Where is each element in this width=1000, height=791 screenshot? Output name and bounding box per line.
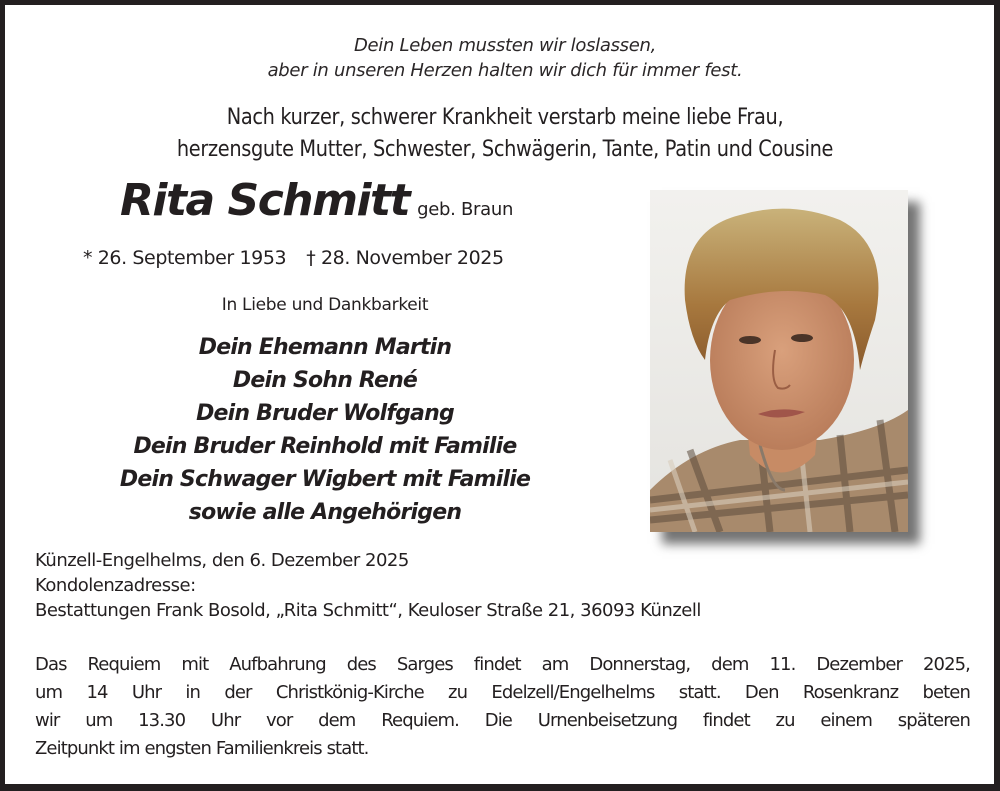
mourner-item: Dein Sohn René — [232, 368, 418, 393]
portrait-illustration-icon — [650, 190, 908, 532]
requiem-info — [35, 651, 970, 763]
mourner-item: Dein Schwager Wigbert mit Familie — [119, 467, 531, 492]
place-date: Künzell-Engelhelms, den 6. Dezember 2025 — [35, 550, 409, 571]
obituary-page — [5, 5, 994, 784]
motto-line-1: Dein Leben mussten wir loslassen, — [353, 35, 657, 56]
intro-text — [65, 102, 945, 166]
place-and-condolence — [35, 548, 701, 623]
motto-line-2: aber in unseren Herzen halten wir dich für immer fest. — [267, 60, 743, 81]
birth-name: geb. Braun — [417, 199, 514, 220]
death-date: † 28. November 2025 — [306, 247, 504, 269]
intro-line-2: herzensgute Mutter, Schwester, Schwägerin, Tante, Patin und Cousine — [176, 137, 834, 162]
motto — [0, 33, 1000, 83]
mourner-item: Dein Bruder Wolfgang — [196, 401, 454, 426]
portrait-image — [650, 190, 908, 532]
condolence-label: Kondolenzadresse: — [35, 575, 196, 596]
birth-date: * 26. September 1953 — [83, 247, 287, 269]
requiem-line: Das Requiem mit Aufbahrung des Sarges findet am Donnerstag, dem 11. Dezember 2025, — [35, 654, 970, 675]
mourners-heading: In Liebe und Dankbarkeit — [221, 295, 429, 315]
requiem-line: wir um 13.30 Uhr vor dem Requiem. Die Urnenbeisetzung findet zu einem späteren — [35, 710, 970, 731]
mourner-item: sowie alle Angehörigen — [188, 500, 462, 525]
intro-line-1: Nach kurzer, schwerer Krankheit verstarb meine liebe Frau, — [226, 105, 784, 130]
requiem-line: Zeitpunkt im engsten Familienkreis statt. — [35, 738, 369, 759]
condolence-address: Bestattungen Frank Bosold, „Rita Schmitt“, Keuloser Straße 21, 36093 Künzell — [35, 600, 701, 621]
portrait-photo — [650, 190, 908, 532]
deceased-name: Rita Schmitt — [120, 175, 410, 226]
mourner-item: Dein Ehemann Martin — [198, 335, 452, 360]
deceased-name-row — [120, 175, 513, 226]
mourners-list — [5, 331, 645, 529]
life-dates — [83, 247, 504, 269]
requiem-line: um 14 Uhr in der Christkönig-Kirche zu Edelzell/Engelhelms statt. Den Rosenkranz beten — [35, 682, 970, 703]
mourner-item: Dein Bruder Reinhold mit Familie — [133, 434, 517, 459]
